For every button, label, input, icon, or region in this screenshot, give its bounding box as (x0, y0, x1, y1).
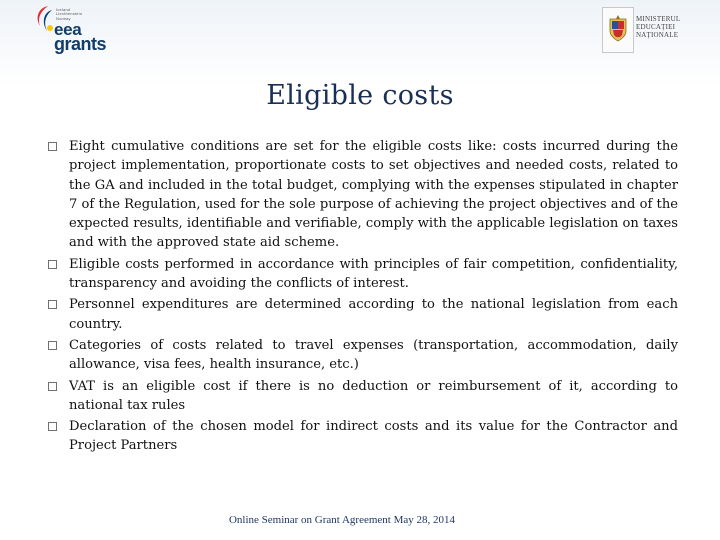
checkbox-bullet-icon (48, 300, 57, 309)
slide-footer: Online Seminar on Grant Agreement May 28, 2014 (228, 514, 456, 526)
bullet-item (48, 377, 678, 416)
logo-country-names: Iceland Liechtenstein Norway (56, 7, 83, 21)
slide-title: Eligible costs (266, 80, 454, 111)
bullet-item (48, 417, 678, 456)
bullet-item (48, 336, 678, 375)
bullet-text: Eight cumulative conditions are set for the eligible costs like: costs incurred during the project implementation, proportionate costs to set objectives and needed costs, related to the GA and included in the total budget, complying with the expenses stipulated in chapter 7 of the Regulation, used for the sole purpose of achieving the project objectives and of the expected results, identifiable and verifiable, comply with the applicable legislation on taxes and with the approved state aid scheme. (69, 139, 678, 251)
bullet-text: Categories of costs related to travel expenses (transportation, accommodation, daily allowance, visa fees, health insurance, etc.) (69, 337, 678, 373)
checkbox-bullet-icon (48, 422, 57, 431)
eea-grants-logo (34, 4, 116, 54)
checkbox-bullet-icon (48, 142, 57, 151)
logo-grants-text: grants (54, 34, 107, 54)
bullet-text: Personnel expenditures are determined according to the national legislation from each country. (69, 297, 678, 332)
bullet-list (48, 137, 678, 458)
ministry-name: MINISTERUL EDUCAȚIEI NAȚIONALE (636, 15, 681, 39)
bullet-item (48, 137, 678, 253)
bullet-text: Declaration of the chosen model for indirect costs and its value for the Contractor and Project Partners (69, 419, 678, 454)
bullet-text: Eligible costs performed in accordance with principles of fair competition, confidentiality, transparency and avoiding the conflicts of interest. (69, 256, 678, 292)
checkbox-bullet-icon (48, 260, 57, 269)
crest-frame (602, 7, 634, 53)
ministry-logo (602, 7, 690, 53)
bullet-item (48, 295, 678, 334)
romanian-coat-of-arms-icon (607, 15, 629, 43)
checkbox-bullet-icon (48, 341, 57, 350)
logo-eea-text: eea (54, 20, 82, 39)
bullet-item (48, 255, 678, 294)
eea-grants-swirl-icon (34, 4, 56, 34)
bullet-text: VAT is an eligible cost if there is no deduction or reimbursement of it, according to national tax rules (69, 378, 678, 413)
checkbox-bullet-icon (48, 382, 57, 391)
